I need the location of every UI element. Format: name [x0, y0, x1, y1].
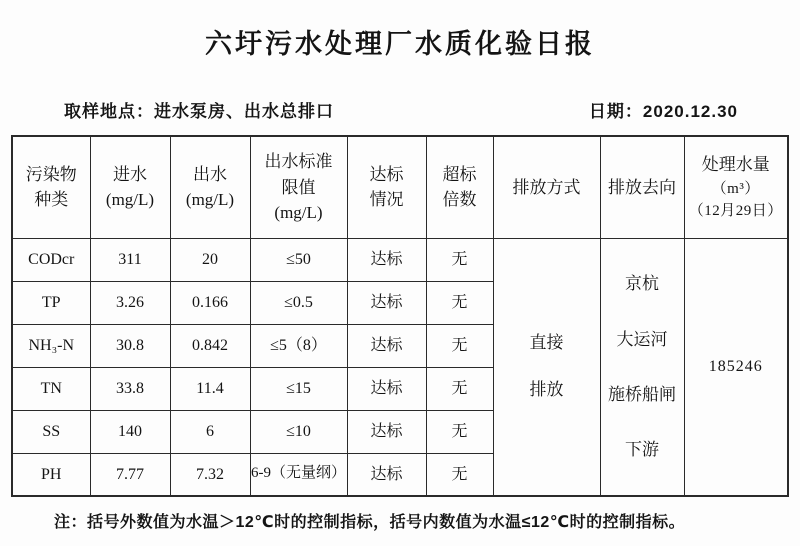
cell-limit: ≤0.5 [250, 281, 347, 324]
header-discharge-method: 排放方式 [493, 136, 600, 238]
cell-exceedance: 无 [426, 367, 493, 410]
cell-exceedance: 无 [426, 410, 493, 453]
cell-effluent: 0.166 [170, 281, 250, 324]
cell-exceedance: 无 [426, 324, 493, 367]
cell-discharge-method: 直接 排放 [493, 238, 600, 496]
cell-pollutant: TN [12, 367, 90, 410]
cell-influent: 311 [90, 238, 170, 281]
cell-effluent: 0.842 [170, 324, 250, 367]
water-quality-table [11, 135, 789, 497]
cell-influent: 33.8 [90, 367, 170, 410]
header-compliance-status: 达标 情况 [347, 136, 426, 238]
cell-treated-water-volume: 185246 [684, 238, 788, 496]
cell-influent: 3.26 [90, 281, 170, 324]
cell-influent: 140 [90, 410, 170, 453]
header-effluent: 出水 (mg/L) [170, 136, 250, 238]
cell-exceedance: 无 [426, 281, 493, 324]
cell-limit: ≤50 [250, 238, 347, 281]
cell-effluent: 11.4 [170, 367, 250, 410]
cell-exceedance: 无 [426, 238, 493, 281]
cell-pollutant: PH [12, 453, 90, 496]
report-date-label: 日期：2020.12.30 [588, 102, 738, 121]
cell-compliance: 达标 [347, 238, 426, 281]
cell-effluent: 7.32 [170, 453, 250, 496]
cell-effluent: 20 [170, 238, 250, 281]
cell-influent: 30.8 [90, 324, 170, 367]
header-treated-water-volume: 处理水量 （m³） （12月29日） [684, 136, 788, 238]
header-exceedance-multiple: 超标 倍数 [426, 136, 493, 238]
header-pollutant-type: 污染物 种类 [12, 136, 90, 238]
footnote: 注：括号外数值为水温＞12℃时的控制指标，括号内数值为水温≤12℃时的控制指标。 [54, 514, 686, 531]
cell-limit: 6-9（无量纲） [250, 453, 347, 496]
cell-limit: ≤10 [250, 410, 347, 453]
header-influent: 进水 (mg/L) [90, 136, 170, 238]
cell-pollutant: NH₃-N [12, 324, 90, 367]
cell-compliance: 达标 [347, 324, 426, 367]
header-discharge-destination: 排放去向 [600, 136, 684, 238]
cell-limit: ≤15 [250, 367, 347, 410]
cell-effluent: 6 [170, 410, 250, 453]
cell-pollutant: CODcr [12, 238, 90, 281]
header-effluent-standard-limit: 出水标准 限值 (mg/L) [250, 136, 347, 238]
cell-exceedance: 无 [426, 453, 493, 496]
cell-pollutant: TP [12, 281, 90, 324]
info-row [64, 97, 738, 122]
cell-pollutant: SS [12, 410, 90, 453]
cell-influent: 7.77 [90, 453, 170, 496]
sampling-location-label: 取样地点：进水泵房、出水总排口 [64, 102, 334, 121]
cell-compliance: 达标 [347, 410, 426, 453]
cell-discharge-destination: 京杭 大运河 施桥船闸 下游 [600, 238, 684, 496]
table-header-row [12, 136, 788, 238]
page-title: 六圩污水处理厂水质化验日报 [205, 29, 595, 59]
cell-compliance: 达标 [347, 367, 426, 410]
table-row-codcr [12, 238, 788, 281]
cell-compliance: 达标 [347, 281, 426, 324]
cell-compliance: 达标 [347, 453, 426, 496]
cell-limit: ≤5（8） [250, 324, 347, 367]
